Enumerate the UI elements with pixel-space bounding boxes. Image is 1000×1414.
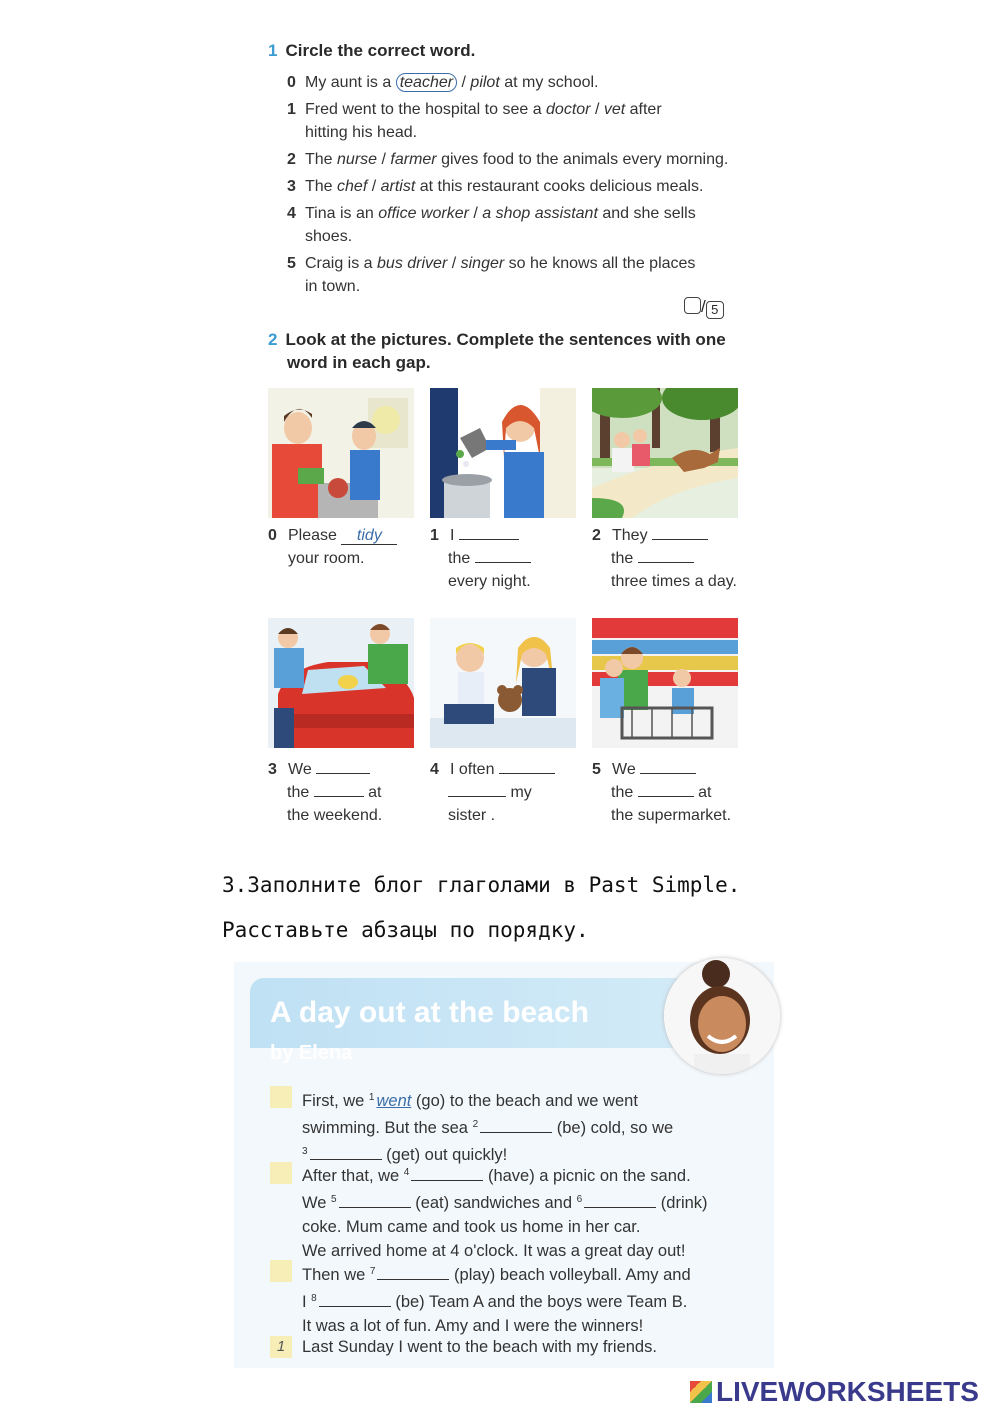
order-box-3[interactable] [270, 1260, 292, 1282]
answer-gap[interactable] [339, 1193, 411, 1208]
picture-walk-dog [592, 388, 738, 518]
answer-gap[interactable] [310, 1145, 382, 1160]
score-total: 5 [706, 301, 724, 319]
para-text: (play) beach volleyball. Amy and [449, 1266, 691, 1284]
item-text: and she sells [597, 205, 696, 222]
exercise-2-instruction: word in each gap. [287, 353, 431, 372]
para-text: First, we [302, 1092, 369, 1110]
exercise-2-title [268, 328, 726, 374]
gap-number: 3 [302, 1146, 308, 1157]
blog-paragraph-2 [302, 1161, 772, 1263]
wash-car-illustration [268, 618, 414, 748]
order-box-1[interactable] [270, 1086, 292, 1108]
caption-number: 2 [592, 527, 601, 544]
caption-5 [592, 758, 731, 827]
answer-gap[interactable] [377, 1265, 449, 1280]
score-input-box[interactable] [684, 297, 701, 314]
para-text: It was a lot of fun. Amy and I were the winners! [302, 1317, 644, 1335]
item-text: gives food to the animals every morning. [436, 151, 729, 168]
picture-play-sister [430, 618, 576, 748]
para-text: coke. Mum came and took us home in her car. [302, 1218, 641, 1236]
answer-gap[interactable]: tidy [341, 524, 397, 545]
caption-text: every night. [448, 573, 531, 590]
caption-text: We [612, 761, 636, 778]
para-text: I [302, 1293, 312, 1311]
caption-0 [268, 524, 397, 570]
caption-text: the weekend. [287, 807, 383, 824]
logo-text: LIVEWORKSHEETS [716, 1376, 979, 1407]
item-text: at my school. [499, 74, 599, 91]
play-sister-illustration [430, 618, 576, 748]
gap-number: 4 [403, 1167, 410, 1178]
avatar [664, 958, 780, 1074]
picture-tidy-room [268, 388, 414, 518]
choice-option[interactable]: nurse [337, 151, 378, 168]
para-text: (be) Team A and the boys were Team B. [390, 1293, 688, 1311]
para-text: Last Sunday I went to the beach with my friends. [302, 1338, 657, 1356]
caption-4 [430, 758, 555, 827]
choice-option[interactable]: chef [337, 178, 368, 195]
item-number: 2 [287, 151, 296, 168]
para-text: (go) to the beach and we went [411, 1092, 638, 1110]
gap-number: 5 [331, 1194, 337, 1205]
circled-choice[interactable]: teacher [396, 73, 457, 92]
caption-number: 0 [268, 527, 277, 544]
caption-text: at [368, 784, 382, 801]
ex1-item-3 [287, 175, 767, 198]
answer-gap[interactable] [638, 548, 694, 563]
answer-gap[interactable]: went [376, 1092, 412, 1110]
choice-option[interactable]: doctor [546, 101, 591, 118]
para-text: (have) a picnic on the sand. [483, 1167, 691, 1185]
item-text: hitting his head. [305, 124, 418, 141]
caption-text: Please [288, 527, 337, 544]
item-number: 4 [287, 205, 296, 222]
choice-option[interactable]: office worker [378, 205, 469, 222]
exercise-1-title [268, 41, 475, 61]
caption-text: the [611, 550, 634, 567]
caption-text: at [698, 784, 712, 801]
choice-option[interactable]: vet [603, 101, 626, 118]
separator: / [468, 205, 483, 222]
choice-option[interactable]: a shop assistant [482, 205, 598, 222]
girl-avatar-icon [664, 958, 780, 1074]
item-text: My aunt is a [305, 74, 396, 91]
answer-gap[interactable] [475, 548, 531, 563]
separator: / [447, 255, 461, 272]
para-text: (eat) sandwiches and [410, 1194, 577, 1212]
item-text: after [625, 101, 662, 118]
logo-mark-icon [690, 1381, 712, 1403]
score-box [684, 297, 724, 319]
gap-number: 1 [368, 1092, 375, 1103]
item-text: in town. [305, 278, 361, 295]
choice-option[interactable]: bus driver [377, 255, 448, 272]
blog-paragraph-3 [302, 1260, 772, 1338]
blog-paragraph-4 [302, 1335, 772, 1359]
caption-text: your room. [288, 550, 365, 567]
item-text: so he knows all the places [504, 255, 696, 272]
choice-option[interactable]: singer [460, 255, 505, 272]
separator: / [377, 151, 391, 168]
gap-number: 8 [311, 1293, 317, 1304]
caption-text: sister . [448, 807, 496, 824]
ex1-item-4 [287, 202, 757, 248]
caption-1 [430, 524, 531, 593]
caption-text: the [287, 784, 310, 801]
exercise-1-number: 1 [268, 41, 278, 60]
para-text: (get) out quickly! [381, 1146, 508, 1164]
caption-text: my [510, 784, 532, 801]
exercise-2-instruction: Look at the pictures. Complete the sentences with one [285, 330, 726, 349]
para-text: We [302, 1194, 332, 1212]
choice-option[interactable]: farmer [390, 151, 437, 168]
tidy-room-illustration [268, 388, 414, 518]
item-text: at this restaurant cooks delicious meals. [415, 178, 704, 195]
answer-gap[interactable] [459, 525, 519, 540]
answer-gap[interactable] [480, 1118, 552, 1133]
blog-paragraph-1 [302, 1086, 772, 1167]
caption-number: 3 [268, 761, 277, 778]
para-text: Then we [302, 1266, 370, 1284]
answer-gap[interactable] [319, 1292, 391, 1307]
gap-number: 7 [369, 1266, 376, 1277]
item-text: The [305, 178, 338, 195]
ex1-item-2 [287, 148, 767, 171]
para-text: After that, we [302, 1167, 404, 1185]
item-text: Craig is a [305, 255, 378, 272]
gap-number: 2 [472, 1119, 479, 1130]
caption-text: the [448, 550, 471, 567]
blog-title: A day out at the beach [270, 996, 589, 1029]
item-text: Tina is an [305, 205, 379, 222]
gap-number: 6 [576, 1194, 583, 1205]
item-text: Fred went to the hospital to see a [305, 101, 547, 118]
caption-number: 5 [592, 761, 601, 778]
item-number: 3 [287, 178, 296, 195]
rubbish-illustration [430, 388, 576, 518]
separator: / [457, 74, 471, 91]
picture-supermarket [592, 618, 738, 748]
caption-number: 4 [430, 761, 439, 778]
caption-text: They [612, 527, 648, 544]
exercise-3-instruction-line1: 3.Заполните блог глаголами в Past Simple. [222, 873, 741, 897]
caption-text: I [450, 527, 455, 544]
answer-gap[interactable] [584, 1193, 656, 1208]
answer-gap[interactable] [448, 782, 506, 797]
caption-text: the supermarket. [611, 807, 732, 824]
para-text: We arrived home at 4 o'clock. It was a great day out! [302, 1242, 686, 1260]
item-number: 0 [287, 74, 296, 91]
answer-gap[interactable] [652, 525, 708, 540]
exercise-1-instruction: Circle the correct word. [285, 41, 476, 60]
picture-rubbish [430, 388, 576, 518]
ex1-item-1 [287, 98, 757, 144]
picture-wash-car [268, 618, 414, 748]
ex1-item-5 [287, 252, 757, 298]
caption-text: I often [450, 761, 495, 778]
answer-gap[interactable] [638, 782, 694, 797]
answer-gap[interactable] [411, 1166, 483, 1181]
order-box-2[interactable] [270, 1162, 292, 1184]
answer-gap[interactable] [499, 759, 555, 774]
answer-gap[interactable] [316, 759, 370, 774]
choice-option[interactable]: artist [380, 178, 416, 195]
separator: / [590, 101, 604, 118]
caption-3 [268, 758, 382, 827]
exercise-3-instruction-line2: Расставьте абзацы по порядку. [222, 918, 589, 942]
para-text: (be) cold, so we [552, 1119, 674, 1137]
caption-text: the [611, 784, 634, 801]
supermarket-illustration [592, 618, 738, 748]
caption-2 [592, 524, 737, 593]
ex1-item-0 [287, 71, 757, 94]
para-text: swimming. But the sea [302, 1119, 473, 1137]
para-text: (drink) [656, 1194, 708, 1212]
item-number: 1 [287, 101, 296, 118]
answer-gap[interactable] [314, 782, 364, 797]
item-text: The [305, 151, 338, 168]
caption-number: 1 [430, 527, 439, 544]
separator: / [367, 178, 381, 195]
choice-option[interactable]: pilot [470, 74, 500, 91]
caption-text: We [288, 761, 312, 778]
liveworksheets-logo [690, 1376, 979, 1408]
item-number: 5 [287, 255, 296, 272]
exercise-2-number: 2 [268, 330, 278, 349]
score-separator: / [701, 297, 706, 316]
caption-text: three times a day. [611, 573, 737, 590]
order-box-4[interactable]: 1 [270, 1336, 292, 1358]
walk-dog-illustration [592, 388, 738, 518]
blog-author: by Elena [270, 1042, 353, 1064]
item-text: shoes. [305, 228, 353, 245]
answer-gap[interactable] [640, 759, 696, 774]
